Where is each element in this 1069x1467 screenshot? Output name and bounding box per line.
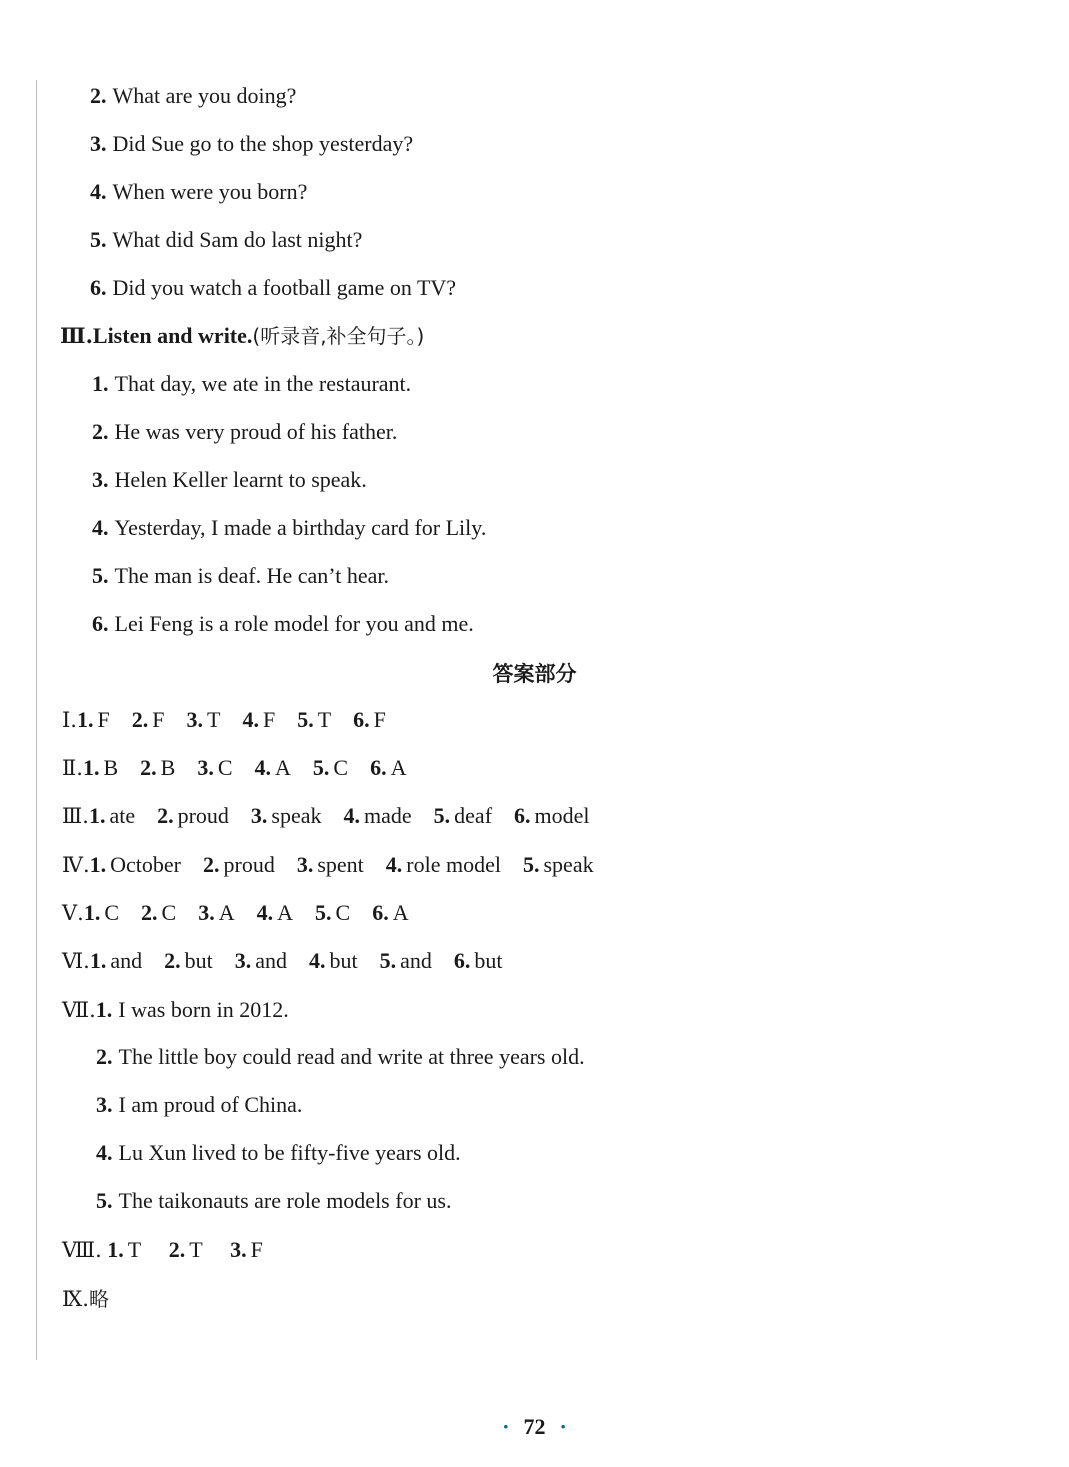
answer-item: 2. T [168,1237,203,1262]
answer-item: 2. proud [157,803,229,828]
answer-item: 4. A [254,755,291,780]
answer-item: 4. made [343,803,412,828]
answer-item: 1. B [82,755,119,780]
answer-item: 3. F [230,1237,263,1262]
answer-item: 5. deaf [433,803,493,828]
page-number: · 72 · [502,1414,567,1439]
answer-item: 4. role model [385,852,501,877]
answer-item: 2. C [141,900,177,925]
sentence-line: 6. Lei Feng is a role model for you and me. [92,611,474,636]
answer-row: Ⅵ.1. and 2. but 3. and 4. but 5. and 6. but [62,948,503,973]
margin-line [36,80,37,1360]
question-line: 6. Did you watch a football game on TV? [90,275,457,300]
answer-item: 1. and [89,948,143,973]
answer-item: 1. T [107,1237,142,1262]
answer-item: 2. proud [203,852,275,877]
answer-item: 3. A [198,900,235,925]
answer-item: 5. T [297,707,332,732]
answer-row: Ⅸ.略 [62,1287,109,1311]
answer-item: 3. C [197,755,233,780]
sentence-line: 2. The little boy could read and write at three years old. [96,1044,585,1069]
answers-heading: 答案部分 [492,662,577,686]
answer-item: 6. but [453,948,503,973]
answer-item: 6. model [514,803,590,828]
answer-item: 6. A [372,900,409,925]
question-line: 4. When were you born? [90,179,308,204]
sentence-line: 4. Lu Xun lived to be fifty-five years old. [96,1140,461,1165]
answer-item: 2. but [164,948,213,973]
answer-item: 1. October [89,852,182,877]
answer-row: Ⅷ. 1. T 2. T 3. F [62,1237,263,1262]
answer-item: 3. and [234,948,287,973]
question-line: 5. What did Sam do last night? [90,227,363,252]
sentence-line: 1. That day, we ate in the restaurant. [92,371,412,396]
answer-item: 3. spent [296,852,364,877]
question-line: 3. Did Sue go to the shop yesterday? [90,131,414,156]
answer-row: Ⅰ.1. F 2. F 3. T 4. F 5. T 6. F [62,707,386,732]
sentence-line: 2. He was very proud of his father. [92,419,398,444]
answer-item: 4. A [256,900,293,925]
answer-item: 5. C [315,900,351,925]
answer-item: 2. B [140,755,176,780]
answer-item: 3. T [186,707,221,732]
sentence-line: 3. Helen Keller learnt to speak. [92,467,367,492]
answer-row: Ⅳ.1. October 2. proud 3. spent 4. role model 5. speak [62,852,594,877]
answer-item: 1. F [76,707,110,732]
answer-item: 6. F [353,707,386,732]
answer-item: 1. ate [88,803,136,828]
section-heading: Ⅲ.Listen and write.(听录音,补全句子。) [60,323,425,348]
answer-item: 5. speak [523,852,594,877]
answer-item: 4. but [308,948,358,973]
sentence-line: 3. I am proud of China. [96,1092,303,1117]
answer-item: 6. A [370,755,407,780]
answer-row: Ⅲ.1. ate 2. proud 3. speak 4. made 5. deaf 6. model [62,803,590,828]
answer-item: 5. C [312,755,349,780]
sentence-line: 5. The man is deaf. He can’t hear. [92,563,389,588]
sentence-line: 4. Yesterday, I made a birthday card for Lily. [92,515,487,540]
answer-item: 1. C [83,900,120,925]
answer-item: 3. speak [250,803,322,828]
answer-item: 5. and [379,948,432,973]
answer-row: Ⅱ.1. B 2. B 3. C 4. A 5. C 6. A [62,755,407,780]
answer-item: 2. F [131,707,165,732]
sentence-line: 5. The taikonauts are role models for us. [96,1188,452,1213]
question-line: 2. What are you doing? [90,83,297,108]
answer-item: 4. F [242,707,276,732]
answer-row: Ⅴ.1. C 2. C 3. A 4. A 5. C 6. A [62,900,409,925]
answer-row: Ⅶ.1. I was born in 2012. [62,997,289,1022]
